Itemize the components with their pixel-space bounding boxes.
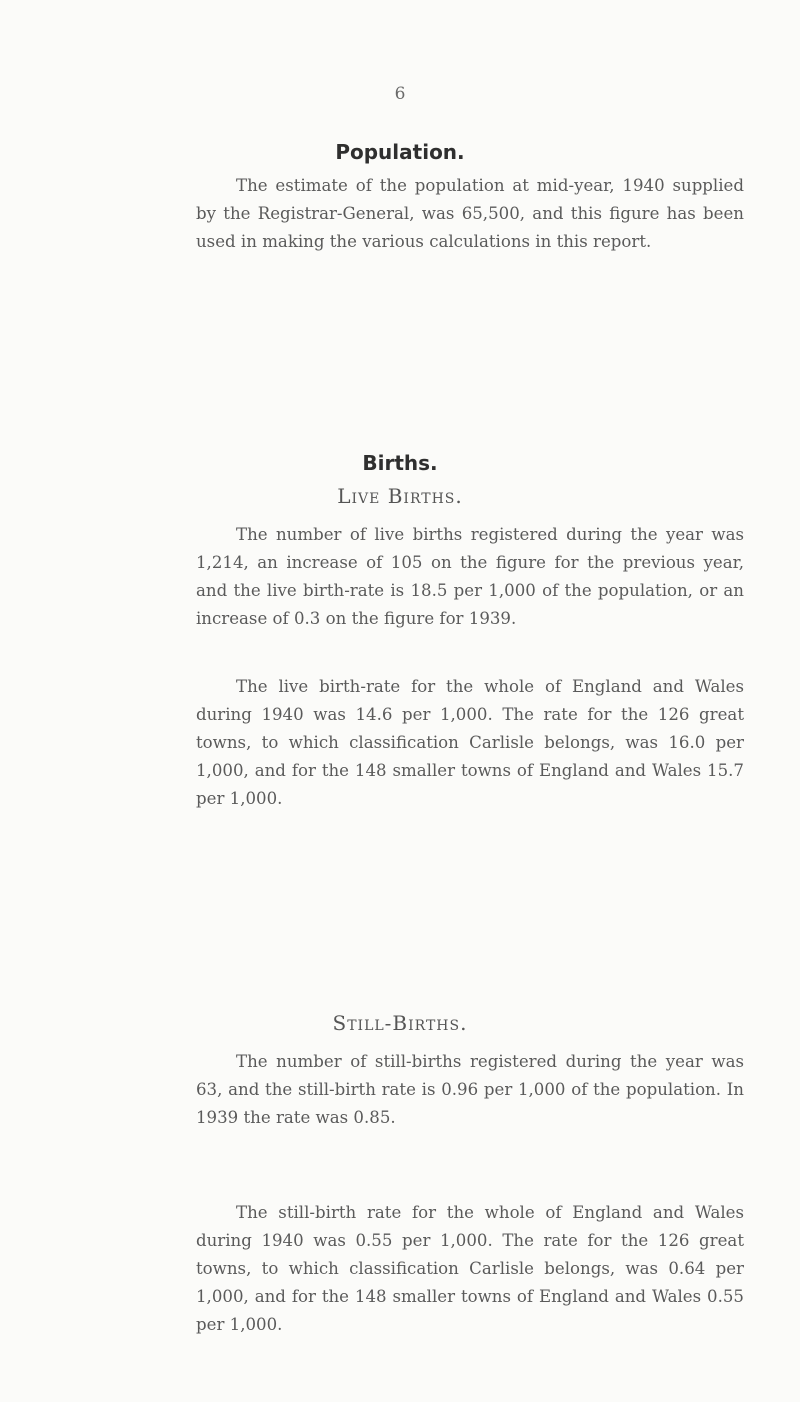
live-births-paragraph-1: The number of live births registered during the year was 1,214, an increase of 105 on the figure for the previous year, and the live birth-rate is 18.5 per 1,000 of the population, or an increase of 0.3 on the figure for 1939. [196, 524, 744, 628]
population-heading: Population. [335, 140, 465, 164]
births-heading: Births. [362, 451, 438, 475]
live-births-subheading: Live Births. [337, 484, 463, 508]
still-births-paragraph-1: The number of still-births registered during the year was 63, and the still-birth rate is 0.96 per 1,000 of the population. In 1939 the rate was 0.85. [196, 1051, 744, 1127]
population-paragraph: The estimate of the population at mid-year, 1940 supplied by the Registrar-General, was 65,500, and this figure has been used in making the various calculations in this report. [196, 175, 744, 251]
still-births-subheading: Still-Births. [332, 1011, 468, 1035]
still-births-paragraph-2: The still-birth rate for the whole of England and Wales during 1940 was 0.55 per 1,000. The rate for the 126 great towns, to which classification Carlisle belongs, was 0.64 per 1,000, and for the 148 smaller towns of England and Wales 0.55 per 1,000. [196, 1202, 744, 1334]
live-births-paragraph-2: The live birth-rate for the whole of England and Wales during 1940 was 14.6 per 1,000. The rate for the 126 great towns, to which classification Carlisle belongs, was 16.0 per 1,000, and for the 148 smaller towns of England and Wales 15.7 per 1,000. [196, 676, 744, 808]
page-number: 6 [394, 84, 406, 104]
